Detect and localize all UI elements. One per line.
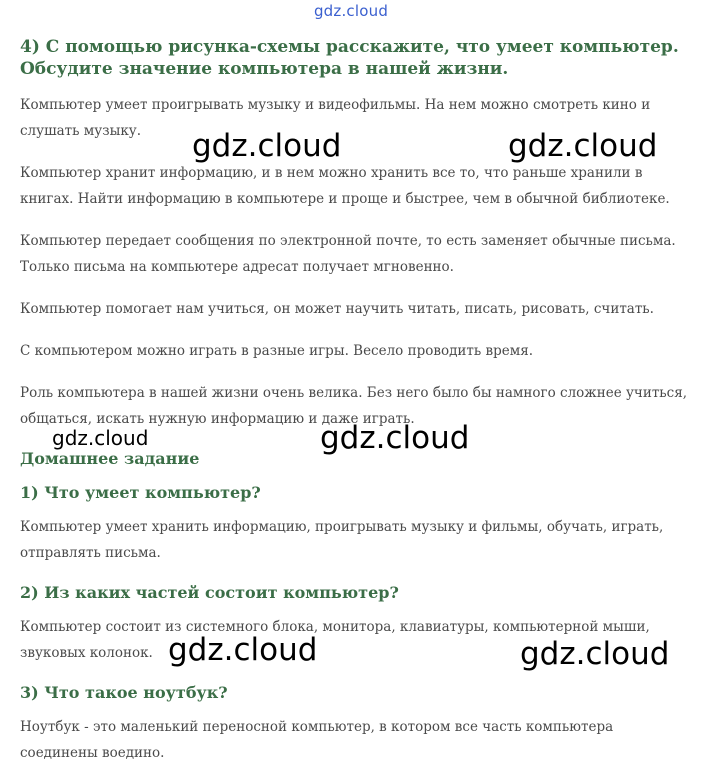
site-logo: gdz.cloud [313, 2, 389, 20]
watermark: gdz.cloud [520, 636, 670, 672]
watermark: gdz.cloud [320, 420, 470, 456]
main-question-heading: 4) С помощью рисунка-схемы расскажите, что умеет компьютер. Обсудите значение компьютера в нашей жизни. [20, 37, 679, 79]
answer-paragraph-3: Компьютер передает сообщения по электронной почте, то есть заменяет обычные письма. Только письма на компьютере адресат получает мгновенно. [20, 233, 676, 275]
answer-paragraph-5: С компьютером можно играть в разные игры. Весело проводить время. [20, 343, 534, 359]
answer-paragraph-2: Компьютер хранит информацию, и в нем можно хранить все то, что раньше хранили в книгах. Найти информацию в компьютере и проще и быстрее, чем в обычной библиотеке. [20, 165, 670, 207]
watermark: gdz.cloud [52, 426, 149, 450]
homework-answer-2: Компьютер состоит из системного блока, монитора, клавиатуры, компьютерной мыши, звуковых колонок. [20, 619, 650, 661]
homework-question-3: 3) Что такое ноутбук? [20, 683, 228, 702]
homework-question-1: 1) Что умеет компьютер? [20, 483, 261, 502]
article-content [20, 36, 688, 782]
answer-paragraph-6: Роль компьютера в нашей жизни очень велика. Без него было бы намного сложнее учиться, общаться, искать нужную информацию и даже играть. [20, 385, 688, 427]
watermark: gdz.cloud [508, 128, 658, 164]
homework-question-2: 2) Из каких частей состоит компьютер? [20, 583, 399, 602]
answer-paragraph-1: Компьютер умеет проигрывать музыку и видеофильмы. На нем можно смотреть кино и слушать музыку. [20, 97, 651, 139]
homework-answer-1: Компьютер умеет хранить информацию, проигрывать музыку и фильмы, обучать, играть, отправлять письма. [20, 519, 664, 561]
watermark: gdz.cloud [192, 128, 342, 164]
homework-answer-3: Ноутбук - это маленький переносной компьютер, в котором все часть компьютера соединены воедино. [20, 719, 614, 761]
homework-heading: Домашнее задание [20, 449, 200, 468]
answer-paragraph-4: Компьютер помогает нам учиться, он может научить читать, писать, рисовать, считать. [20, 301, 654, 317]
watermark: gdz.cloud [168, 632, 318, 668]
